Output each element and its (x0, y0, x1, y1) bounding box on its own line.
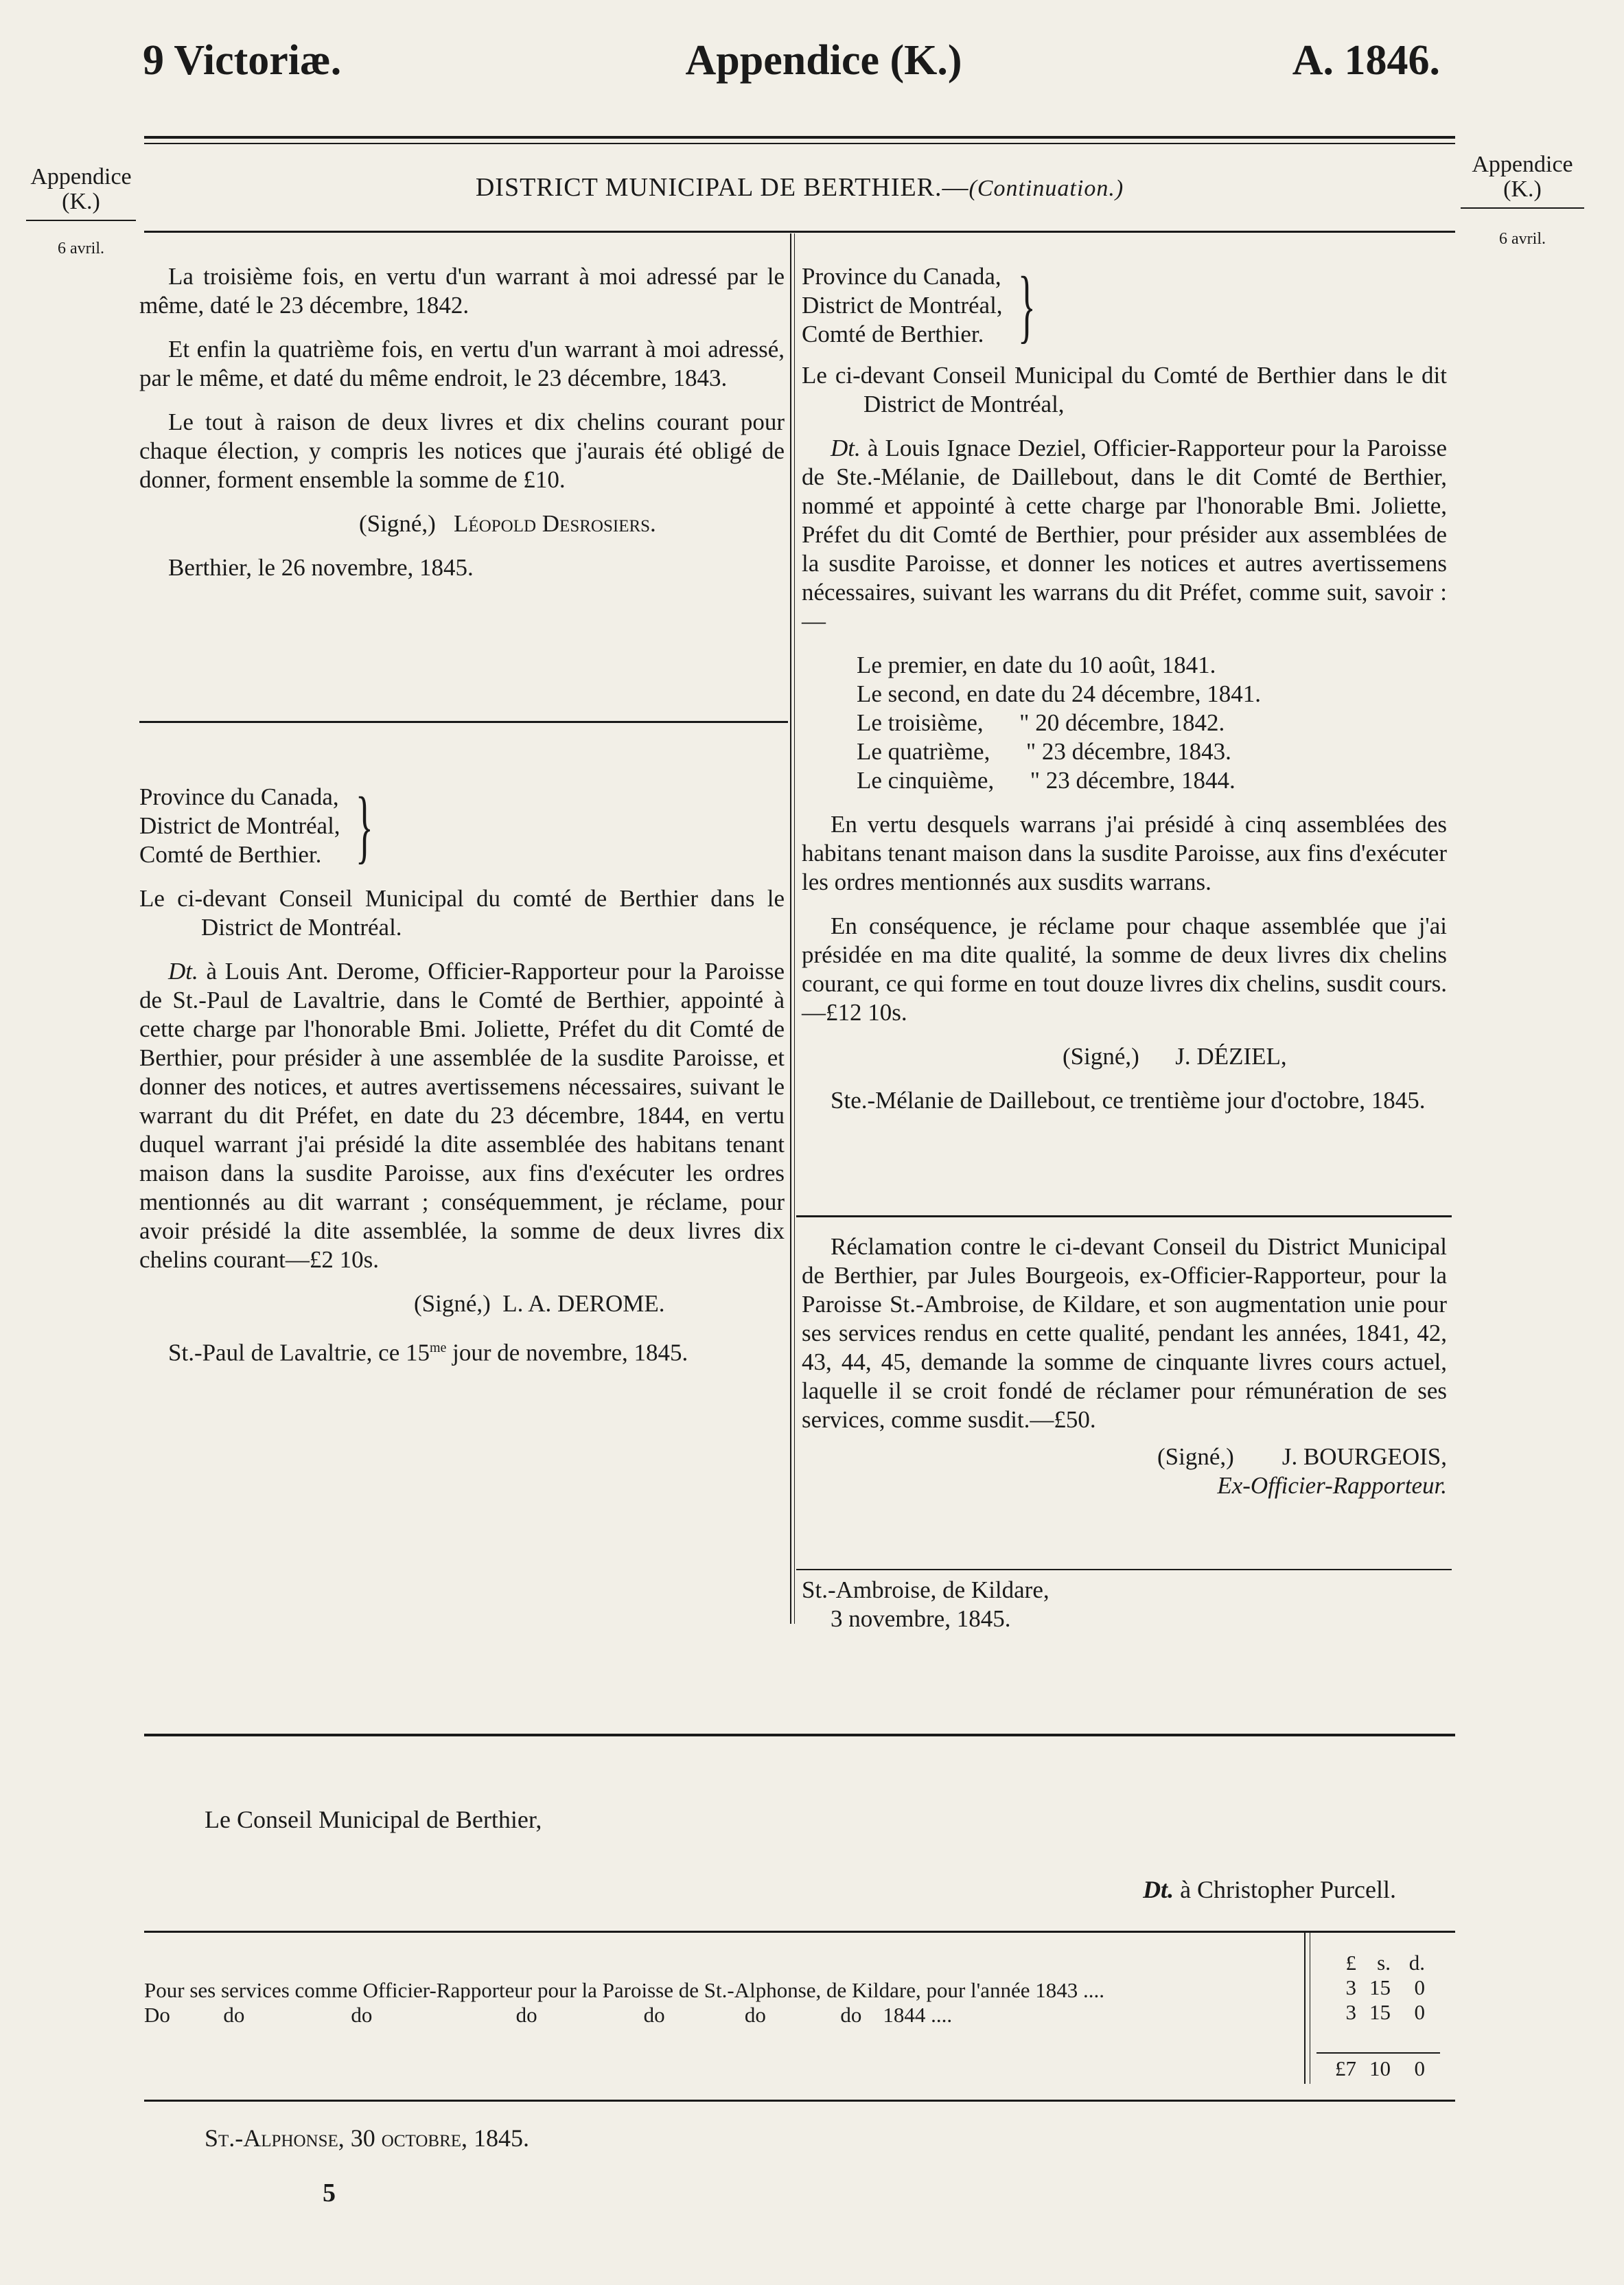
account-rule-bottom (144, 2100, 1455, 2102)
amount-row (1316, 2000, 1440, 2025)
address-line: Comté de Berthier. (802, 321, 984, 347)
address-line: Comté de Berthier. (139, 841, 322, 868)
warrant-list (857, 651, 1447, 795)
account-table (144, 1933, 1455, 2111)
margin-note-left (19, 165, 143, 261)
right-column (802, 262, 1447, 1130)
amount-pounds: 3 (1345, 1975, 1356, 1999)
signature-name: J. DÉZIEL, (1175, 1043, 1287, 1070)
amount-pence: 0 (1414, 2000, 1425, 2024)
paragraph: En vertu desquels warrans j'ai présidé à cinq assemblées des habitans tenant maison dans la susdite Paroisse, aux fins d'exécuter les ordres mentionnés aux susdits warrans. (802, 811, 1447, 895)
signature-name: L. A. DEROME. (502, 1290, 665, 1317)
place-date: Ste.-Mélanie de Daillebout, ce trentième jour d'octobre, 1845. (831, 1087, 1426, 1114)
amount-shillings: 15 (1369, 1975, 1391, 1999)
address-block (139, 780, 785, 871)
list-date: 20 décembre, 1842. (1035, 709, 1225, 736)
header-rule-bottom (144, 143, 1455, 144)
signature-label: (Signé,) (359, 510, 436, 537)
signature-line (414, 1289, 785, 1318)
claim-paragraph (139, 957, 785, 1274)
place-date: Berthier, le 26 novembre, 1845. (168, 554, 474, 581)
list-date: 23 décembre, 1844. (1045, 767, 1236, 794)
margin-sub: (K.) (62, 189, 100, 214)
bottom-section-rule (144, 1734, 1455, 1736)
signature-label: (Signé,) (1063, 1043, 1139, 1070)
margin-date: 6 avril. (58, 240, 104, 257)
list-item (857, 737, 1447, 766)
margin-label: Appendice (1472, 152, 1573, 177)
signature-line (802, 1443, 1447, 1471)
column-divider (790, 233, 791, 1624)
council-heading: Le ci-devant Conseil Municipal du comté de Berthier dans le District de Montréal. (139, 885, 785, 941)
debit-abbrev: Dt. (1143, 1876, 1174, 1903)
header-appendix-title: Appendice (K.) (685, 37, 962, 84)
creditor-line (1143, 1874, 1396, 1905)
debit-abbrev: Dt. (831, 435, 861, 461)
council-heading: Le ci-devant Conseil Municipal du Comté de Berthier dans le dit District de Montréal, (802, 362, 1447, 417)
address-line: District de Montréal, (139, 812, 340, 839)
paragraph: La troisième fois, en vertu d'un warrant à moi adressé par le même, daté le 23 décembre, 1842. (139, 263, 785, 319)
left-column-lower (139, 780, 785, 1383)
list-date: 24 décembre, 1841. (1071, 680, 1261, 707)
list-item (857, 709, 1447, 737)
margin-date: 6 avril. (1499, 230, 1546, 248)
currency-headers (1316, 1951, 1440, 1975)
brace-glyph: } (1017, 260, 1036, 351)
right-column-reclamation (802, 1232, 1447, 1500)
left-column-upper (139, 262, 785, 597)
paragraph: Et enfin la quatrième fois, en vertu d'un warrant à moi adressé, par le même, et daté du même endroit, le 23 décembre, 1843. (139, 336, 785, 391)
place-line: St.-Ambroise, de Kildare, (802, 1576, 1049, 1603)
column-divider-thin (794, 233, 795, 1624)
margin-label: Appendice (30, 164, 132, 190)
page-number: 5 (323, 2179, 336, 2207)
brace-glyph: } (355, 780, 373, 871)
address-line: District de Montréal, (802, 292, 1003, 319)
list-ordinal: Le quatrième, " (857, 738, 1036, 765)
amount-shillings: 15 (1369, 2000, 1391, 2024)
total-pence: 0 (1414, 2056, 1425, 2080)
bottom-council-heading: Le Conseil Municipal de Berthier, (205, 1806, 542, 1833)
place-date (139, 1333, 785, 1368)
debit-abbrev: Dt. (168, 958, 198, 985)
address-line: Province du Canada, (139, 783, 339, 810)
address-block (802, 262, 1447, 349)
section-rule (796, 1569, 1452, 1570)
place-line: 3 novembre, 1845. (831, 1605, 1011, 1632)
amount-row (1316, 1975, 1440, 2000)
account-row: Do do do do do do do 1844 .... (144, 2003, 953, 2027)
pounds-header: £ (1345, 1951, 1356, 1975)
account-row: Pour ses services comme Officier-Rapporteur pour la Paroisse de St.-Alphonse, de Kildare, pour l'année 1843 .... (144, 1978, 1105, 2002)
margin-brace (26, 220, 136, 224)
list-item (857, 651, 1447, 680)
shillings-header: s. (1377, 1951, 1391, 1975)
signature-label: (Signé,) (1157, 1443, 1234, 1470)
header-rule-top (144, 136, 1455, 139)
pence-header: d. (1408, 1951, 1425, 1975)
section-rule (139, 721, 788, 723)
bottom-place-date: St.-Alphonse, 30 octobre, 1845. (205, 2124, 530, 2152)
list-item (857, 680, 1447, 709)
list-item (857, 766, 1447, 795)
place-text: jour de novembre, 1845. (446, 1339, 688, 1366)
amount-pounds: 3 (1345, 2000, 1356, 2024)
list-ordinal: Le cinquième, " (857, 767, 1040, 794)
signature-title: Ex-Officier-Rapporteur. (1217, 1472, 1447, 1499)
margin-sub: (K.) (1503, 176, 1542, 202)
margin-brace (1461, 207, 1584, 211)
section-rule (796, 1215, 1452, 1217)
signature-name: J. BOURGEOIS, (1281, 1443, 1447, 1470)
list-date: 10 août, 1841. (1078, 652, 1216, 678)
signature-line (359, 509, 785, 538)
address-line: Province du Canada, (802, 263, 1001, 290)
signature-block (802, 1443, 1447, 1500)
title-rule (144, 231, 1455, 233)
section-title (144, 172, 1455, 205)
creditor-name: à Christopher Purcell. (1180, 1876, 1396, 1903)
section-title-main: DISTRICT MUNICIPAL DE BERTHIER.— (475, 173, 969, 202)
header-regnal-year: 9 Victoriæ. (143, 37, 342, 84)
paragraph: Le tout à raison de deux livres et dix chelins courant pour chaque élection, y compris les notices que j'aurais été obligé de donner, forment ensemble la somme de £10. (139, 409, 785, 493)
list-ordinal: Le troisième, " (857, 709, 1030, 736)
total-pounds: £7 (1335, 2056, 1356, 2080)
reclamation-paragraph: Réclamation contre le ci-devant Conseil du District Municipal de Berthier, par Jules Bourgeois, ex-Officier-Rapporteur, pour la Paroisse St.-Ambroise, de Kildare, et son augmentation unie pour ses services rendus en cette qualité, pendant les années, 1841, 42, 43, 44, 45, demande la somme de cinquante livres cours actuel, laquelle il se croit fondé de réclamer pour rémunération de ses services, comme susdit.—£50. (802, 1233, 1447, 1433)
right-column-place (802, 1576, 1447, 1633)
claim-paragraph (802, 434, 1447, 636)
margin-note-right (1454, 152, 1591, 251)
signature-line (1063, 1042, 1447, 1071)
paragraph: En conséquence, je réclame pour chaque assemblée que j'ai présidée en ma dite qualité, la somme de deux livres dix chelins courant, ce qui forme en tout douze livres dix chelins, susdit cours.—£12 10s. (802, 912, 1447, 1026)
claim-body: à Louis Ignace Deziel, Officier-Rapporteur pour la Paroisse de Ste.-Mélanie, de Daillebout, dans le dit Comté de Berthier, nommé et appointé à cette charge par l'honorable Bmi. Joliette, Préfet du dit Comté de Berthier, pour présider aux assemblées de la susdite Paroisse, et donner les notices et autres avertissemens nécessaires, suivant les warrans du dit Préfet, comme suit, savoir :— (802, 435, 1448, 634)
ordinal-suffix: me (429, 1340, 447, 1355)
signature-name: Léopold Desrosiers. (454, 510, 656, 537)
list-ordinal: Le second, en date du (857, 680, 1066, 707)
amount-pence: 0 (1414, 1975, 1425, 1999)
claim-body: à Louis Ant. Derome, Officier-Rapporteur pour la Paroisse de St.-Paul de Lavaltrie, dans le Comté de Berthier, appointé à cette charge par l'honorable Bmi. Joliette, Préfet du dit Comté de Berthier, pour présider à une assemblée de la susdite Paroisse, et donner des notices, et autres avertissemens nécessaires, suivant le warrant du dit Préfet, en date du 23 décembre, 1844, en vertu duquel warrant j'ai présidé la dite assemblée des habitans tenant maison dans la susdite Paroisse, aux fins d'exécuter les ordres mentionnés au dit warrant ; conséquemment, je réclame, pour avoir présidé la dite assemblée, la somme de deux livres dix chelins courant—£2 10s. (139, 958, 785, 1273)
money-column-divider (1304, 1933, 1306, 2084)
money-columns (1316, 1951, 1440, 2081)
list-ordinal: Le premier, en date du (857, 652, 1073, 678)
total-shillings: 10 (1369, 2056, 1391, 2080)
place-text: St.-Paul de Lavaltrie, ce 15 (168, 1339, 430, 1366)
header-year: A. 1846. (1292, 37, 1440, 84)
signature-label: (Signé,) (414, 1290, 491, 1317)
total-row (1316, 2052, 1440, 2081)
section-title-continuation: (Continuation.) (968, 176, 1124, 201)
list-date: 23 décembre, 1843. (1041, 738, 1231, 765)
